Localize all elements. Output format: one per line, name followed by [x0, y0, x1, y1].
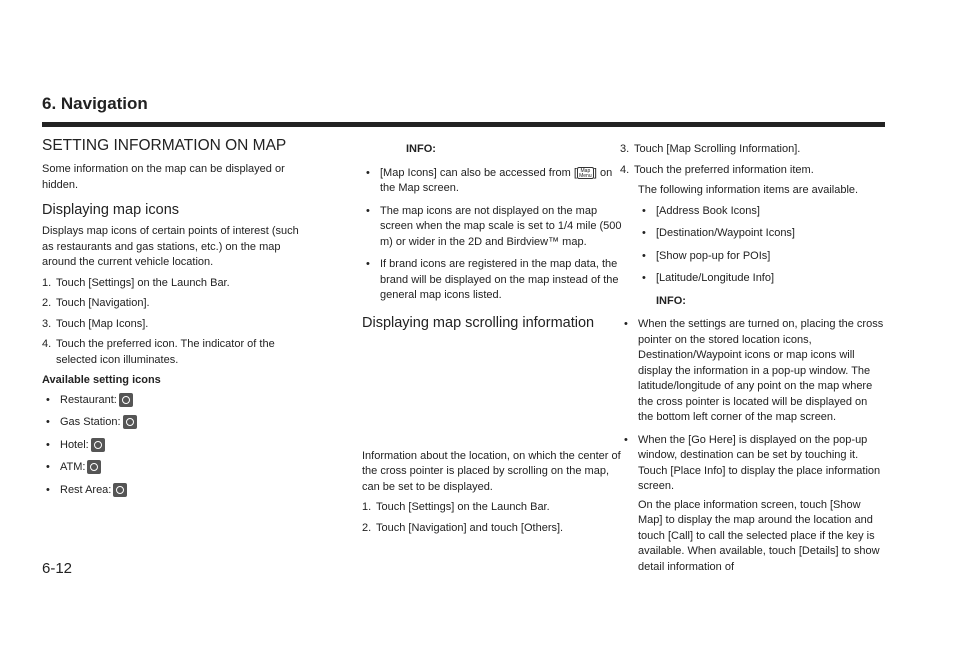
info-item-lat-long: • [Latitude/Longitude Info]: [642, 272, 775, 284]
info-item-show-popup: • [Show pop-up for POIs]: [642, 249, 771, 262]
column-3: [620, 142, 884, 580]
header-rule: [42, 122, 885, 127]
hotel-icon: [91, 438, 105, 452]
map-menu-icon: Map Menu: [577, 167, 594, 179]
available-items-text: The following information items are available.: [638, 184, 859, 196]
rest-area-icon: [113, 483, 127, 497]
map-icons-description: Displays map icons of certain points of interest (such as restaurants and gas stations, etc.) on the map around the current vehicle location.: [42, 225, 299, 268]
scroll-step-2: 2. Touch [Navigation] and touch [Others].: [362, 521, 564, 534]
info-bullet-go-here: • When the [Go Here] is displayed on the pop-up window, destination can be set by touching it. Touch [Place Info] to display the place information screen.: [624, 433, 881, 492]
page-heading: SETTING INFORMATION ON MAP: [42, 137, 287, 154]
icon-item-rest-area: • Rest Area:: [42, 483, 302, 499]
icon-item-gas-station: • Gas Station:: [42, 415, 302, 431]
info-bullet-go-here-continued: On the place information screen, touch [Show Map] to display the map around the location and touch [Call] to call the selected place if the key is available. When available, touch [Details] to show detail information of: [638, 498, 880, 573]
restaurant-icon: [119, 393, 133, 407]
info-bullet-settings: • When the settings are turned on, placing the cross pointer on the stored location icons, Destination/Waypoint icons or map icons will display the information in a pop-up window. The latitude/longitude of any point on the map where the cross pointer is located will be displayed on the bottom left corner of the map screen.: [624, 318, 884, 423]
column-1: [42, 136, 302, 505]
info-item-destination-waypoint: • [Destination/Waypoint Icons]: [642, 227, 795, 239]
step-2: 2. Touch [Navigation].: [42, 297, 150, 309]
scroll-step-3: 3. Touch [Map Scrolling Information].: [620, 143, 801, 155]
info-item-address-book: • [Address Book Icons]: [642, 204, 760, 217]
atm-icon: [87, 460, 101, 474]
info-bullet-3: • If brand icons are registered in the map data, the brand will be displayed on the map instead of the general map icons listed.: [366, 258, 619, 301]
chapter-title: 6. Navigation: [42, 94, 148, 113]
step-4: 4. Touch the preferred icon. The indicator of the selected icon illuminates.: [42, 338, 275, 366]
page-number: 6-12: [42, 560, 73, 577]
scroll-step-4: 4. Touch the preferred information item.: [620, 163, 814, 176]
available-icons-heading: Available setting icons: [42, 374, 161, 386]
gas-station-icon: [123, 415, 137, 429]
step-1: 1. Touch [Settings] on the Launch Bar.: [42, 276, 230, 289]
step-3: 3. Touch [Map Icons].: [42, 317, 149, 330]
blank-space: [362, 337, 622, 449]
icon-item-restaurant: • Restaurant:: [42, 393, 302, 409]
info-bullet-1: • [Map Icons] can also be accessed from [ Map Menu ] on the Map screen.: [366, 166, 613, 194]
info-heading: INFO:: [406, 143, 436, 155]
column-2: [362, 142, 622, 541]
icon-item-hotel: • Hotel:: [42, 438, 302, 454]
info-heading-2: INFO:: [656, 294, 686, 307]
scroll-step-1: 1. Touch [Settings] on the Launch Bar.: [362, 501, 550, 513]
section-heading-map-icons: Displaying map icons: [42, 202, 180, 218]
scrolling-info-description: Information about the location, on which the center of the cross pointer is placed by scrolling on the map, can be set to be displayed.: [362, 449, 621, 493]
section-heading-scrolling-info: Displaying map scrolling information: [362, 314, 595, 331]
info-bullet-2: • The map icons are not displayed on the map screen when the map scale is set to 1/4 mile (500 m) or wider in the 2D and Birdview™ map.: [366, 204, 622, 248]
icon-item-atm: • ATM:: [42, 460, 302, 476]
intro-text: Some information on the map can be displayed or hidden.: [42, 163, 285, 191]
